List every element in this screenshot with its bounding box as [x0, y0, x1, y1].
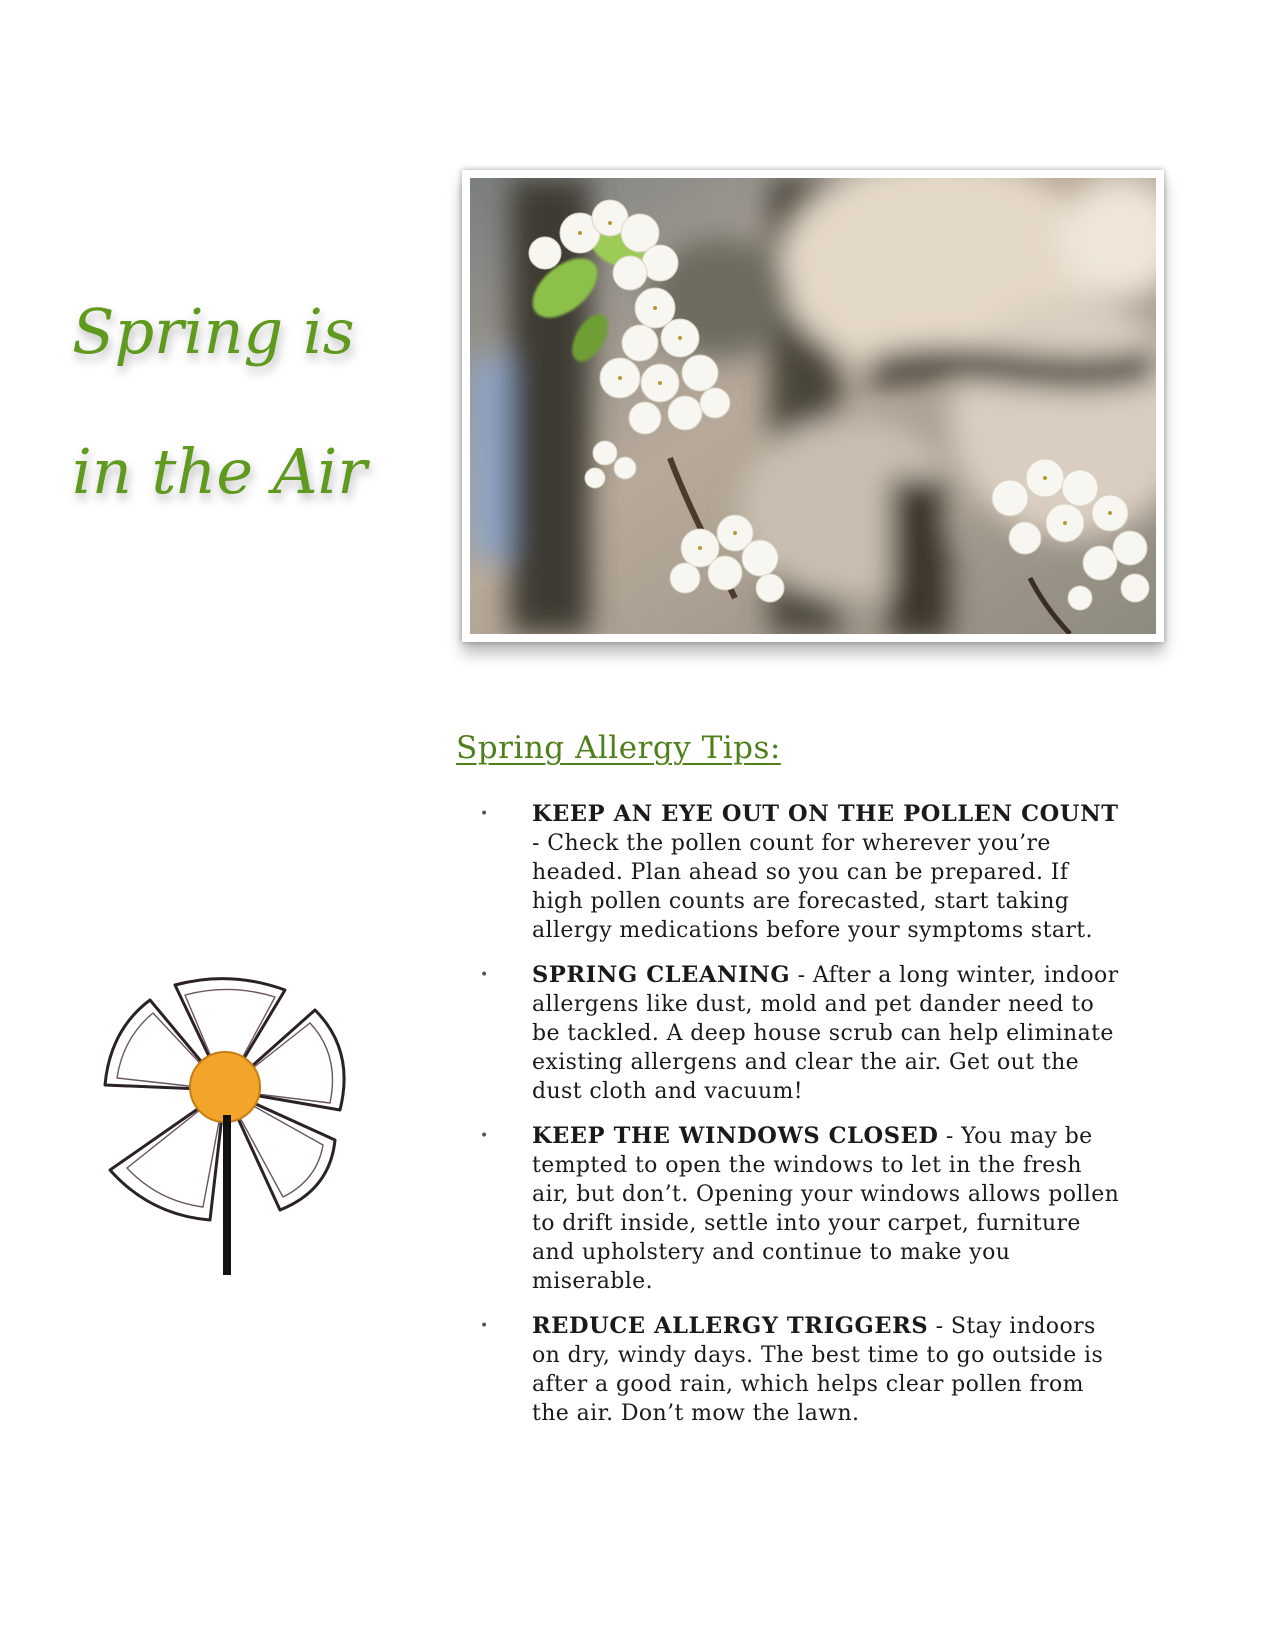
tip-separator: - [938, 1124, 962, 1149]
tip-body: After a long winter, indoor allergens like dust, mold and pet dander need to be tackled. A deep house scrub can help eliminate existing allergens and clear the air. Get out the dust cloth and vacuum! [532, 963, 1119, 1104]
tip-body: Stay indoors on dry, windy days. The best time to go outside is after a good rain, which helps clear pollen from the air. Don’t mow the lawn. [532, 1314, 1104, 1426]
tip-heading: SPRING CLEANING [532, 962, 791, 988]
tip-separator: - [928, 1314, 951, 1339]
tip-item [480, 1312, 1120, 1428]
blossom-photo [470, 178, 1156, 634]
tip-heading: KEEP THE WINDOWS CLOSED [532, 1123, 939, 1149]
bullet: • [480, 1318, 489, 1334]
blossom-photo-frame [462, 170, 1164, 642]
page-title-line-2: in the Air [72, 435, 367, 508]
tip-heading: KEEP AN EYE OUT ON THE POLLEN COUNT [532, 801, 1119, 827]
page-title-line-1: Spring is [72, 295, 355, 368]
tip-item [480, 1122, 1120, 1296]
tip-body: Check the pollen count for wherever you’re headed. Plan ahead so you can be prepared. If high pollen counts are forecasted, start taking allergy medications before your symptoms start. [532, 831, 1093, 943]
section-heading: Spring Allergy Tips: [456, 730, 781, 766]
tip-separator: - [790, 963, 813, 988]
bullet: • [480, 806, 489, 822]
glasses-flower-image [95, 975, 365, 1275]
tip-heading: REDUCE ALLERGY TRIGGERS [532, 1313, 929, 1339]
tip-body: You may be tempted to open the windows to let in the fresh air, but don’t. Opening your windows allows pollen to drift inside, settle into your carpet, furniture and upholstery and continue to make you miserable. [532, 1124, 1120, 1294]
tips-list [480, 800, 1120, 1444]
bullet: • [480, 1128, 489, 1144]
bullet: • [480, 967, 489, 983]
tip-item [480, 961, 1120, 1106]
page-title [72, 262, 412, 542]
tip-separator: - [532, 831, 548, 856]
tip-item [480, 800, 1120, 945]
